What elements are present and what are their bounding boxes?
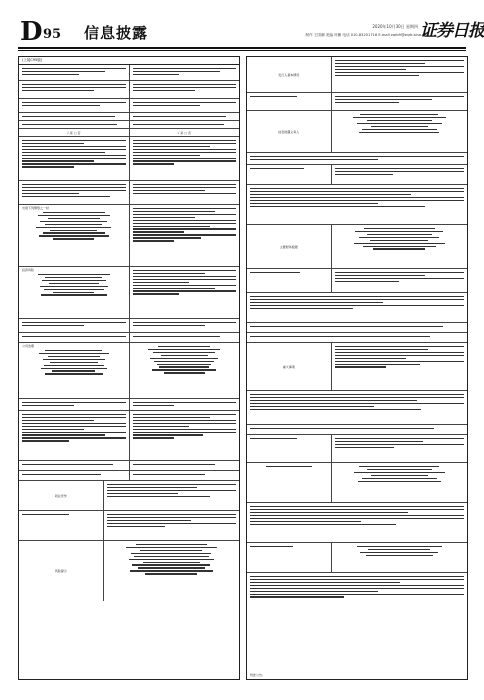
newspaper-logo: 证券日报 bbox=[420, 21, 484, 41]
table-cell bbox=[331, 463, 467, 502]
table-cell bbox=[247, 343, 331, 390]
table-cell bbox=[247, 333, 467, 342]
table-row bbox=[247, 573, 467, 623]
table-row bbox=[19, 137, 239, 181]
table-cell bbox=[331, 343, 467, 390]
table-row bbox=[247, 269, 467, 293]
table-cell bbox=[129, 461, 240, 470]
left-column-header: (上接C95版) bbox=[19, 57, 239, 65]
table-cell bbox=[331, 111, 467, 152]
table-cell bbox=[129, 129, 240, 136]
table-row bbox=[19, 471, 239, 481]
row-label: 信息披露义务人 bbox=[278, 129, 300, 134]
table-cell bbox=[247, 111, 331, 152]
table-row bbox=[19, 411, 239, 461]
table-cell bbox=[19, 399, 129, 410]
table-row bbox=[19, 541, 239, 601]
page-number: 95 bbox=[43, 27, 62, 42]
table-cell bbox=[19, 137, 129, 180]
table-row bbox=[247, 503, 467, 543]
section-letter: D bbox=[20, 17, 42, 47]
table-cell bbox=[103, 511, 239, 540]
table-cell bbox=[331, 165, 467, 184]
table-cell bbox=[19, 99, 129, 112]
table-row bbox=[247, 343, 467, 391]
table-cell bbox=[129, 121, 240, 128]
table-row bbox=[247, 225, 467, 269]
table-row bbox=[19, 461, 239, 471]
table-row bbox=[19, 65, 239, 81]
table-row bbox=[19, 343, 239, 399]
table-row bbox=[19, 81, 239, 99]
table-row bbox=[19, 399, 239, 411]
table-cell bbox=[19, 267, 129, 318]
table-cell bbox=[247, 425, 467, 434]
table-cell bbox=[19, 181, 129, 204]
table-cell bbox=[129, 137, 240, 180]
table-cell bbox=[331, 543, 467, 572]
table-cell bbox=[247, 293, 467, 322]
table-cell bbox=[129, 411, 240, 460]
table-cell bbox=[247, 153, 467, 164]
table-cell bbox=[129, 113, 240, 120]
masthead bbox=[18, 17, 484, 47]
table-cell bbox=[247, 165, 331, 184]
table-cell bbox=[19, 121, 129, 128]
edition-date: 2020年10月30日 星期四 bbox=[372, 24, 418, 29]
table-row bbox=[247, 293, 467, 323]
table-cell bbox=[103, 541, 239, 601]
row-label: 发行人基本情况 bbox=[278, 72, 300, 77]
table-row bbox=[247, 185, 467, 225]
table-cell bbox=[247, 57, 331, 92]
table-cell bbox=[247, 435, 331, 462]
table-row bbox=[247, 111, 467, 153]
table-row bbox=[247, 391, 467, 425]
table-cell bbox=[19, 411, 129, 460]
edition-contact: 制作 王国潮 美编 叶鹏 电话 010-83251716 E-mail zqrb9@zqrb.sina.net bbox=[305, 33, 428, 37]
table-cell bbox=[19, 471, 129, 480]
table-row bbox=[19, 333, 239, 343]
row-label: 公司治理 bbox=[22, 344, 35, 348]
checkbox-tag: √ 是 □ 否 bbox=[177, 130, 192, 135]
table-cell bbox=[129, 99, 240, 112]
table-cell bbox=[331, 57, 467, 92]
left-disclosure-table bbox=[18, 56, 240, 680]
table-cell bbox=[331, 269, 467, 292]
table-row bbox=[247, 463, 467, 503]
closing-note bbox=[247, 671, 467, 679]
row-label: 风险提示 bbox=[54, 569, 67, 573]
table-cell bbox=[129, 267, 240, 318]
table-row bbox=[19, 481, 239, 511]
row-label: 重大事项 bbox=[282, 364, 295, 369]
table-cell bbox=[19, 541, 103, 601]
table-row bbox=[247, 333, 467, 343]
table-cell bbox=[331, 435, 467, 462]
table-cell bbox=[129, 333, 240, 342]
table-cell bbox=[19, 81, 129, 98]
masthead-rule-thin bbox=[18, 50, 466, 51]
table-cell bbox=[247, 323, 467, 332]
table-cell bbox=[19, 65, 129, 80]
masthead-rule bbox=[18, 47, 466, 49]
table-cell bbox=[247, 225, 331, 268]
table-row bbox=[247, 323, 467, 333]
table-cell bbox=[247, 93, 331, 110]
table-cell bbox=[19, 481, 103, 510]
table-row bbox=[247, 425, 467, 435]
table-row bbox=[19, 129, 239, 137]
table-cell bbox=[103, 481, 239, 510]
table-cell bbox=[247, 573, 467, 623]
row-label: 主要财务数据 bbox=[279, 244, 298, 249]
table-row bbox=[19, 267, 239, 319]
table-row bbox=[247, 57, 467, 93]
table-cell bbox=[19, 343, 129, 398]
table-cell bbox=[129, 81, 240, 98]
table-cell bbox=[331, 225, 467, 268]
table-cell bbox=[247, 185, 467, 224]
table-cell bbox=[129, 319, 240, 332]
table-cell bbox=[331, 93, 467, 110]
table-row bbox=[19, 319, 239, 333]
table-cell bbox=[19, 333, 129, 342]
table-row bbox=[19, 99, 239, 113]
table-row bbox=[247, 153, 467, 165]
table-cell bbox=[129, 343, 240, 398]
table-cell bbox=[129, 65, 240, 80]
table-row bbox=[247, 165, 467, 185]
table-cell bbox=[247, 391, 467, 424]
table-cell bbox=[19, 113, 129, 120]
table-row bbox=[19, 181, 239, 205]
table-cell bbox=[19, 205, 129, 266]
section-title: 信息披露 bbox=[84, 24, 149, 42]
right-disclosure-table bbox=[246, 56, 468, 680]
table-row bbox=[19, 205, 239, 267]
table-row bbox=[19, 113, 239, 121]
table-row bbox=[247, 435, 467, 463]
table-cell bbox=[19, 511, 103, 540]
table-row bbox=[19, 511, 239, 541]
table-cell bbox=[247, 543, 331, 572]
table-cell bbox=[19, 461, 129, 470]
row-label: 出现下列情形之一时 bbox=[22, 206, 50, 210]
table-cell bbox=[247, 503, 467, 542]
table-cell bbox=[129, 399, 240, 410]
row-label: 同业竞争 bbox=[54, 493, 67, 498]
table-cell bbox=[129, 181, 240, 204]
closing-note-text: 特此公告。 bbox=[250, 673, 266, 677]
table-cell bbox=[247, 269, 331, 292]
table-cell bbox=[247, 463, 331, 502]
row-label: 投资风险 bbox=[22, 268, 35, 272]
table-cell bbox=[19, 319, 129, 332]
checkbox-tag: √ 是 □ 否 bbox=[66, 130, 81, 135]
table-row bbox=[247, 93, 467, 111]
table-cell bbox=[19, 129, 129, 136]
table-cell bbox=[129, 205, 240, 266]
table-cell bbox=[129, 471, 240, 480]
table-row bbox=[19, 121, 239, 129]
table-row bbox=[247, 543, 467, 573]
